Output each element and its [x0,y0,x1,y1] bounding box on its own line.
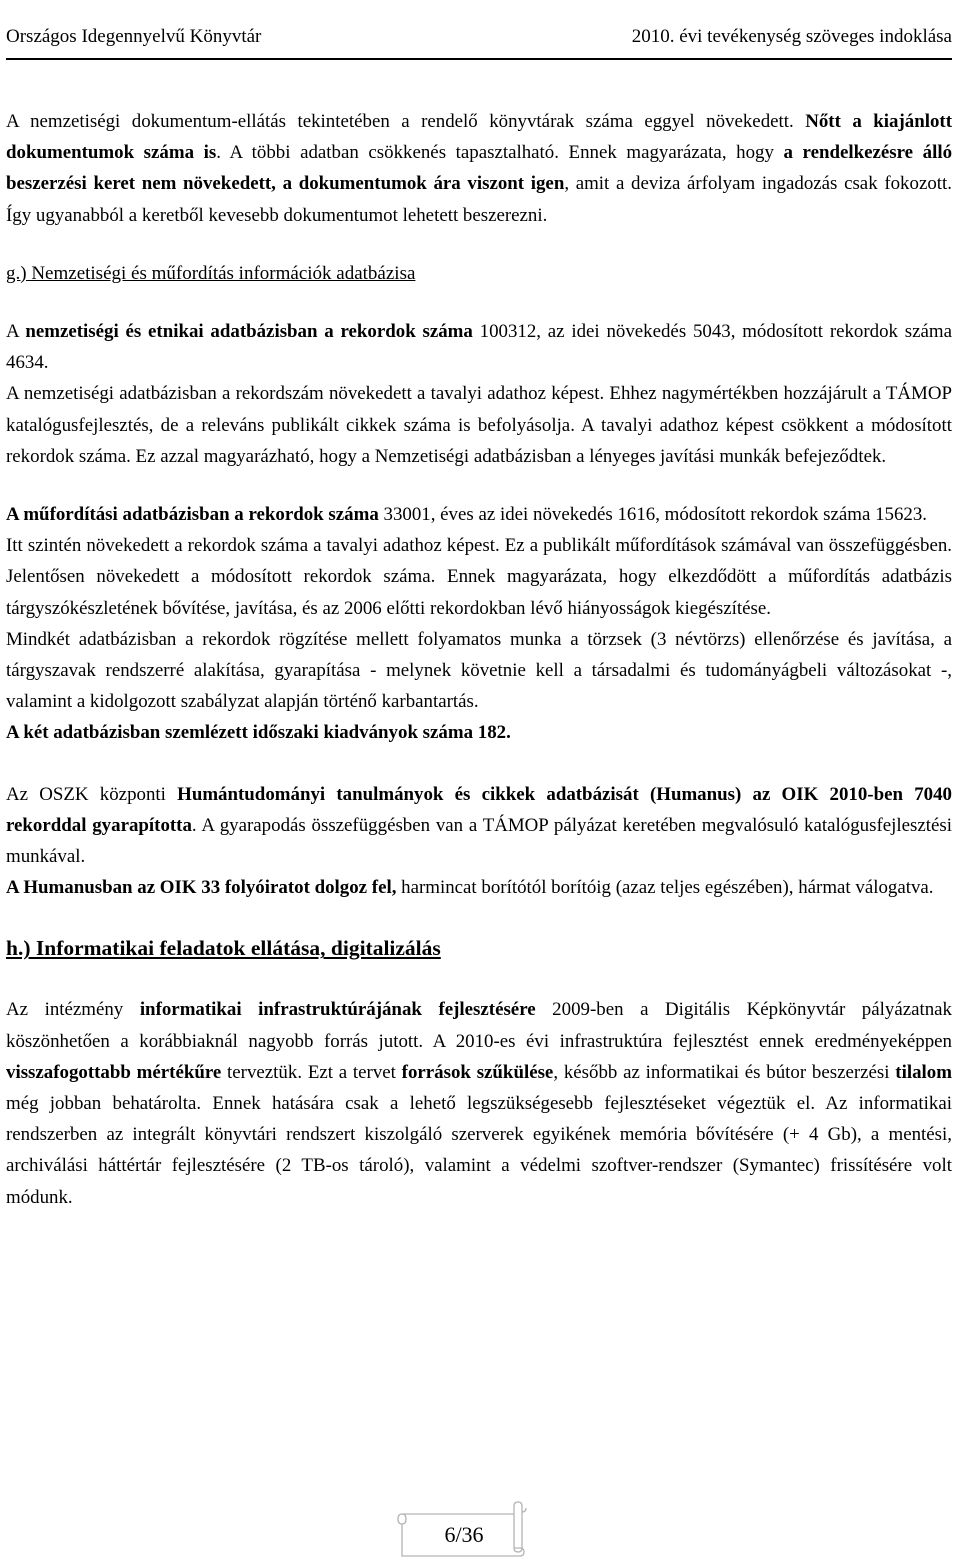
paragraph-humanus: Az OSZK központi Humántudományi tanulmányok és cikkek adatbázisát (Humanus) az OIK 2010-ben 7040 rekorddal gyarapította. A gyarapodás összefüggésben van a TÁMOP pályázat keretében megvalósuló katalógusfejlesztési munkával. [6,783,952,868]
page-number-scroll [396,1500,532,1562]
header-institution: Országos Idegennyelvű Könyvtár [6,26,262,47]
paragraph-periodicals-count: A két adatbázisban szemlézett időszaki kiadványok száma 182. [6,722,511,744]
paragraph-translation-db-stats: A műfordítási adatbázisban a rekordok száma 33001, éves az idei növekedés 1616, módosított rekordok száma 15623. [6,504,928,526]
section-heading-g: g.) Nemzetiségi és műfordítás információk adatbázisa [6,262,416,284]
paragraph-humanus-journals: A Humanusban az OIK 33 folyóiratot dolgoz fel, harmincat borítótól borítóig (azaz teljes egészében), hármat válogatva. [6,877,934,899]
document-body [6,106,952,1213]
page-number: 6/36 [444,1522,484,1547]
paragraph-it-infrastructure: Az intézmény informatikai infrastruktúrájának fejlesztésére 2009-ben a Digitális Képkönyvtár pályázatnak köszönhetően a korábbiaknál nagyobb forrás jutott. A 2010-es évi infrastruktúra fejlesztést ennek eredményeképpen visszafogottabb mértékűre terveztük. Ezt a tervet források szűkülése, később az informatikai és bútor beszerzési tilalom még jobban behatárolta. Ennek hatására csak a lehető legszükségesebb fejlesztéseket végeztük el. Az informatikai rendszerben az integrált könyvtári rendszert kiszolgáló szerverek egyikének memória bővítésére (+ 4 Gb), a mentési, archiválási háttértár fejlesztésére (2 TB-os tároló), valamint a védelmi szoftver-rendszer (Symantec) frissítésére volt módunk. [6,999,952,1208]
header-document-title: 2010. évi tevékenység szöveges indoklása [631,26,952,47]
paragraph-ethnic-db-stats: A nemzetiségi és etnikai adatbázisban a rekordok száma 100312, az idei növekedés 5043, módosított rekordok száma 4634. [6,321,952,374]
page-header [6,26,952,60]
paragraph-database-maintenance: Mindkét adatbázisban a rekordok rögzítése mellett folyamatos munka a törzsek (3 névtörzs) ellenőrzése és javítása, a tárgyszavak rendszerré alakítása, gyarapítása - melynek követnie kell a társadalmi és tudományágbeli változásokat -, valamint a kidolgozott szabályzat alapján történő karbantartás. [6,628,952,713]
paragraph-translation-db-notes: Itt szintén növekedett a rekordok száma a tavalyi adathoz képest. Ez a publikált műfordítások számával van összefüggésben. Jelentősen növekedett a módosított rekordok száma. Ennek magyarázata, hogy elkezdődött a műfordítás adatbázis tárgyszókészletének bővítése, javítása, és az 2006 előtti rekordokban lévő hiányosságok kiegészítése. [6,535,952,619]
paragraph-document-supply: A nemzetiségi dokumentum-ellátás tekintetében a rendelő könyvtárak száma eggyel növekedett. Nőtt a kiajánlott dokumentumok száma is. A többi adatban csökkenés tapasztalható. Ennek magyarázata, hogy a rendelkezésre álló beszerzési keret nem növekedett, a dokumentumok ára viszont igen, amit a deviza árfolyam ingadozás csak fokozott. Így ugyanabból a keretből kevesebb dokumentumot lehetett beszerezni. [6,111,953,226]
section-heading-h: h.) Informatikai feladatok ellátása, digitalizálás [6,936,441,961]
paragraph-ethnic-db-notes: A nemzetiségi adatbázisban a rekordszám növekedett a tavalyi adathoz képest. Ehhez nagymértékben hozzájárult a TÁMOP katalógusfejlesztés, de a releváns publikált cikkek száma is befolyásolja. A tavalyi adathoz képest csökkent a módosított rekordok száma. Ez azzal magyarázható, hogy a Nemzetiségi adatbázisban a lényeges javítási munkák befejeződtek. [6,383,952,467]
